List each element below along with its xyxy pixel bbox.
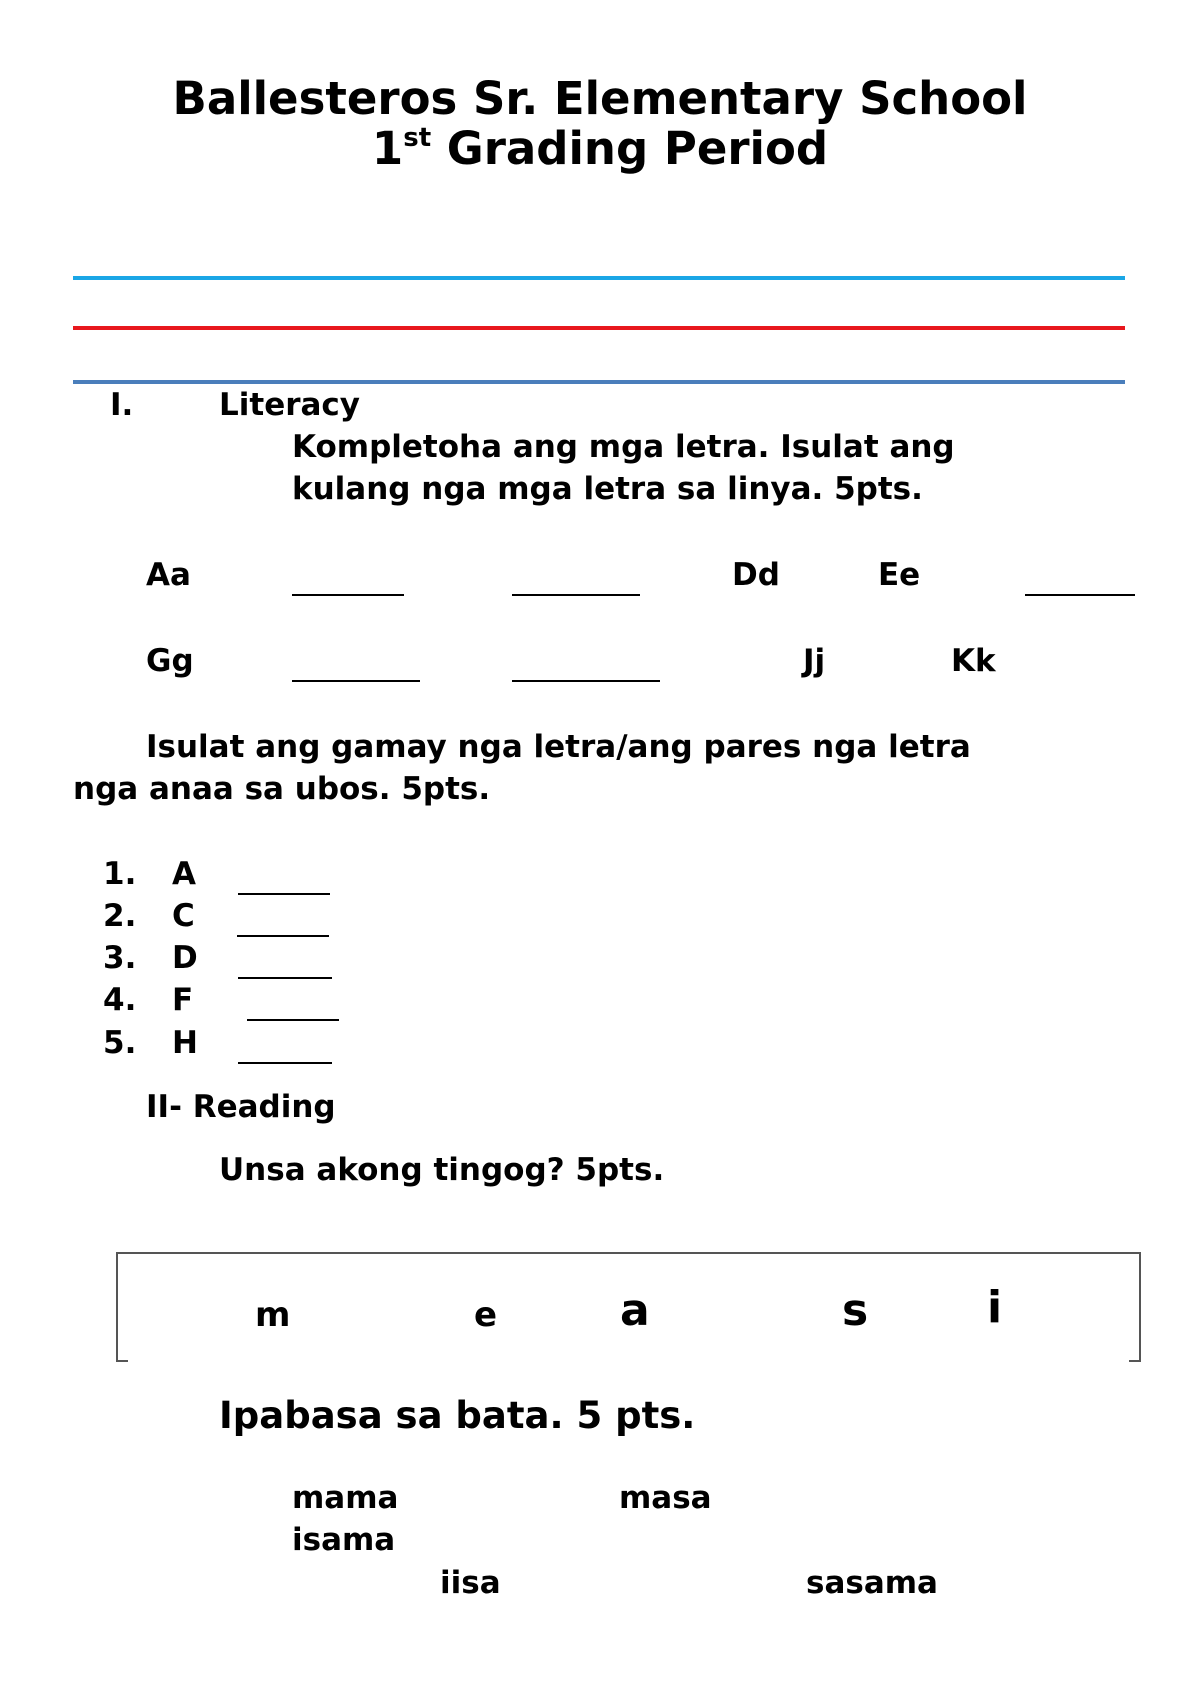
- blank-line: [247, 1019, 339, 1021]
- rule-bottom: [73, 380, 1125, 384]
- sound-letter-s: s: [842, 1285, 869, 1336]
- blank-line: [292, 680, 420, 682]
- read-word: sasama: [806, 1565, 938, 1601]
- box-corner: [116, 1360, 128, 1362]
- list-item-num: 1.: [103, 856, 137, 892]
- list-item-num: 3.: [103, 940, 137, 976]
- blank-line: [238, 977, 332, 979]
- letter-ee: Ee: [878, 557, 921, 593]
- school-name: Ballesteros Sr. Elementary School: [172, 72, 1028, 125]
- list-item-letter: H: [172, 1025, 198, 1061]
- grading-number: 1: [371, 122, 404, 175]
- instruction2-line-1: Isulat ang gamay nga letra/ang pares nga letra: [146, 729, 971, 765]
- list-item-letter: A: [172, 856, 196, 892]
- instruction-line-2: kulang nga mga letra sa linya. 5pts.: [292, 471, 923, 507]
- grading-period: [0, 122, 1200, 175]
- grading-suffix: st: [403, 123, 432, 153]
- blank-line: [237, 935, 329, 937]
- letter-aa: Aa: [146, 557, 191, 593]
- section2-title: II- Reading: [146, 1089, 336, 1125]
- read-word: iisa: [440, 1565, 501, 1601]
- list-item-num: 2.: [103, 898, 137, 934]
- list-item-letter: C: [172, 898, 195, 934]
- list-item-num: 5.: [103, 1025, 137, 1061]
- read-word: isama: [292, 1522, 396, 1558]
- section1-title: Literacy: [219, 387, 361, 423]
- instruction2-line-2: nga anaa sa ubos. 5pts.: [73, 771, 491, 807]
- grading-text: Grading Period: [446, 122, 829, 175]
- blank-line: [292, 594, 404, 596]
- read-word: mama: [292, 1480, 399, 1516]
- section1-number: I.: [110, 387, 134, 423]
- section2-instruction: Unsa akong tingog? 5pts.: [219, 1152, 665, 1188]
- list-item-letter: F: [172, 982, 194, 1018]
- sound-letter-m: m: [255, 1295, 291, 1335]
- letter-jj: Jj: [803, 643, 826, 679]
- sound-letter-a: a: [620, 1285, 650, 1336]
- blank-line: [1025, 594, 1135, 596]
- blank-line: [238, 893, 330, 895]
- sound-letter-i: i: [987, 1282, 1003, 1333]
- blank-line: [512, 680, 660, 682]
- letter-kk: Kk: [951, 643, 996, 679]
- list-item-num: 4.: [103, 982, 137, 1018]
- list-item-letter: D: [172, 940, 198, 976]
- read-word: masa: [619, 1480, 712, 1516]
- letter-gg: Gg: [146, 643, 194, 679]
- section2-instruction2: Ipabasa sa bata. 5 pts.: [219, 1394, 696, 1437]
- blank-line: [238, 1062, 332, 1064]
- instruction-line-1: Kompletoha ang mga letra. Isulat ang: [292, 429, 955, 465]
- sound-letter-e: e: [474, 1295, 498, 1335]
- rule-middle: [73, 326, 1125, 330]
- letter-dd: Dd: [732, 557, 780, 593]
- rule-top: [73, 276, 1125, 280]
- blank-line: [512, 594, 640, 596]
- box-corner: [1129, 1360, 1141, 1362]
